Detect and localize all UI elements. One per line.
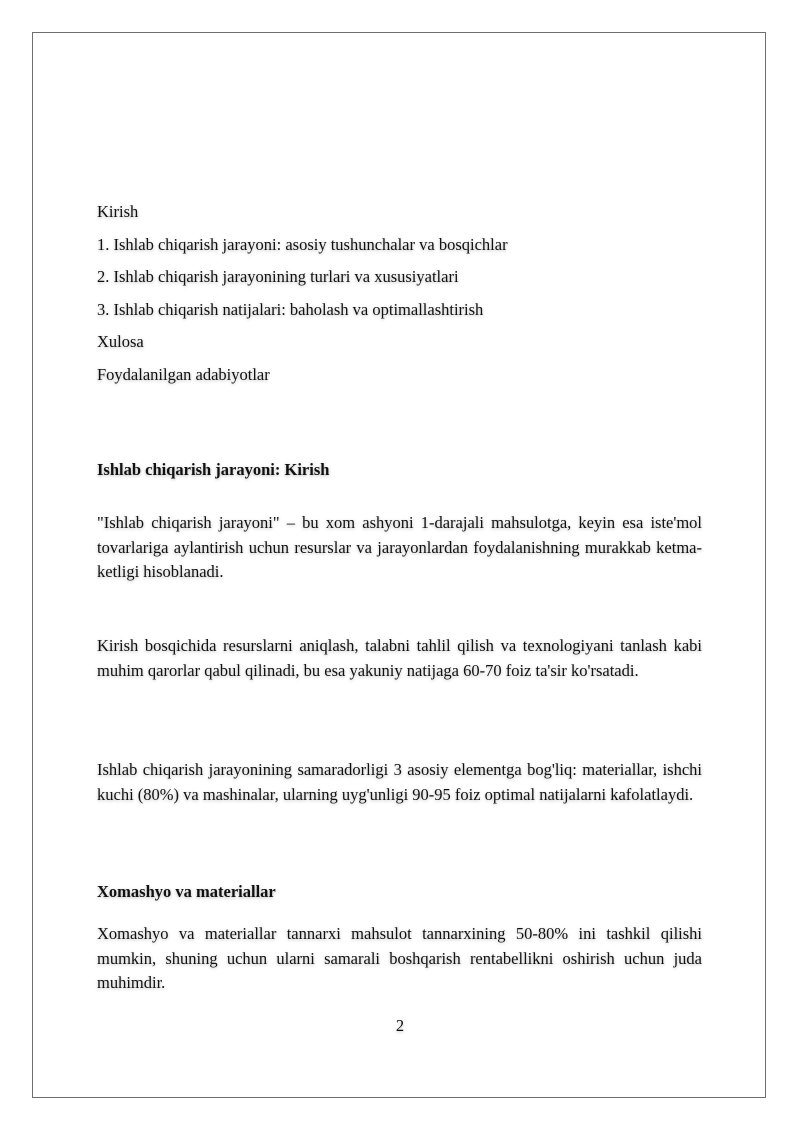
section-heading-intro: Ishlab chiqarish jarayoni: Kirish (97, 460, 330, 479)
page-number: 2 (395, 1016, 405, 1035)
toc-item-2: 2. Ishlab chiqarish jarayonining turlari va xususiyatlari (97, 267, 459, 287)
toc-item-references: Foydalanilgan adabiyotlar (97, 364, 270, 384)
paragraph-1: "Ishlab chiqarish jarayoni" – bu xom ashyoni 1-darajali mahsulotga, keyin esa iste'mol tovarlariga aylantirish uchun resurslar va jarayonlardan foydalanishning murakkab ketma-ketligi hisoblanadi. (97, 513, 702, 581)
table-of-contents (97, 201, 702, 397)
toc-item-intro: Kirish (97, 202, 139, 221)
toc-item-conclusion: Xulosa (97, 332, 144, 352)
section-heading-materials: Xomashyo va materiallar (97, 882, 276, 901)
paragraph-2: Kirish bosqichida resurslarni aniqlash, talabni tahlil qilish va texnologiyani tanlash kabi muhim qarorlar qabul qilinadi, bu esa yakuniy natijaga 60-70 foiz ta'sir ko'rsatadi. (97, 636, 702, 680)
paragraph-3: Ishlab chiqarish jarayonining samaradorligi 3 asosiy elementga bog'liq: materiallar, ishchi kuchi (80%) va mashinalar, ularning uyg'unligi 90-95 foiz optimal natijalarni kafolatlaydi. (97, 760, 702, 804)
toc-item-1: 1. Ishlab chiqarish jarayoni: asosiy tushunchalar va bosqichlar (97, 234, 508, 254)
toc-item-3: 3. Ishlab chiqarish natijalari: baholash va optimallashtirish (97, 299, 484, 319)
paragraph-4: Xomashyo va materiallar tannarxi mahsulot tannarxining 50-80% ini tashkil qilishi mumkin, shuning uchun ularni samarali boshqarish rentabellikni oshirish uchun juda muhimdir. (97, 924, 702, 992)
